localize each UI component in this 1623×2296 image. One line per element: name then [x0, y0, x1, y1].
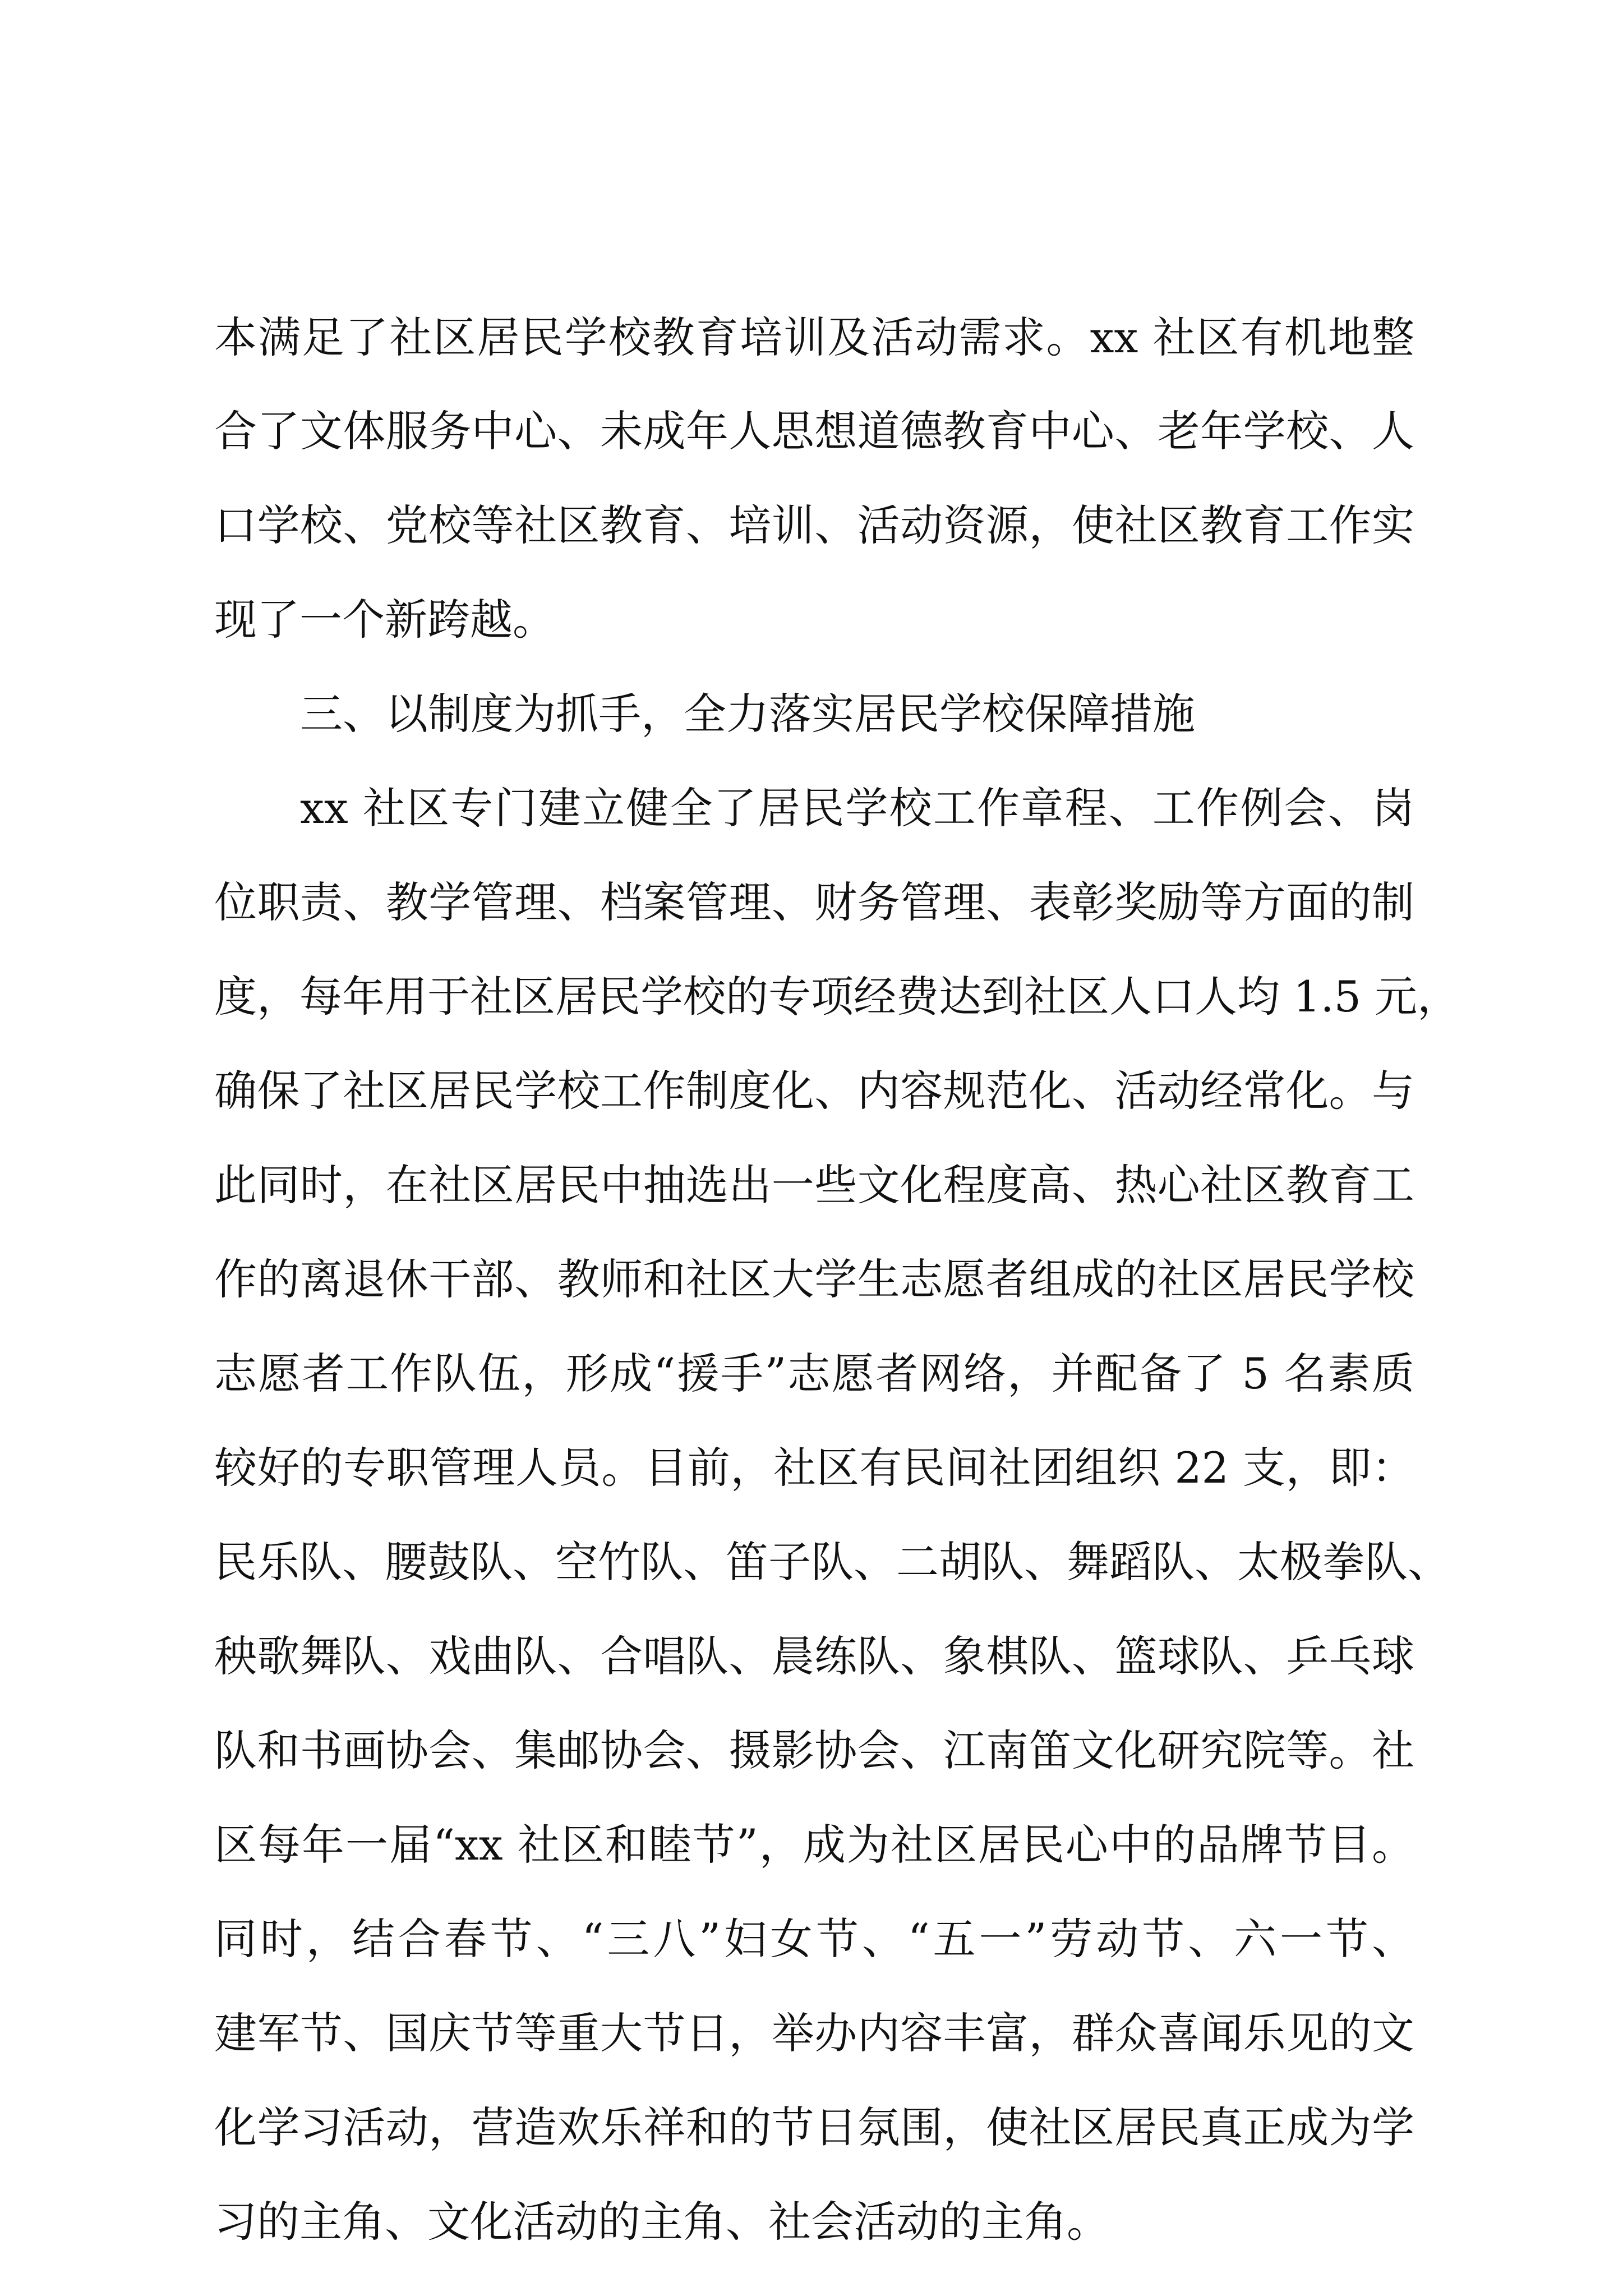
paragraph-line: 建军节、国庆节等重大节日，举办内容丰富，群众喜闻乐见的文: [214, 2008, 1414, 2058]
paragraph-line: 化学习活动，营造欢乐祥和的节日氛围，使社区居民真正成为学: [214, 2102, 1414, 2152]
paragraph-line: 本满足了社区居民学校教育培训及活动需求。xx 社区有机地整: [214, 312, 1414, 362]
paragraph-line: xx 社区专门建立健全了居民学校工作章程、工作例会、岗: [300, 783, 1414, 833]
paragraph-line: 口学校、党校等社区教育、培训、活动资源，使社区教育工作实: [214, 500, 1414, 550]
paragraph-line: 较好的专职管理人员。目前，社区有民间社团组织 22 支，即：: [214, 1443, 1414, 1493]
paragraph-line: 位职责、教学管理、档案管理、财务管理、表彰奖励等方面的制: [214, 877, 1414, 927]
paragraph-line: 队和书画协会、集邮协会、摄影协会、江南笛文化研究院等。社: [214, 1726, 1414, 1775]
paragraph-line: 现了一个新跨越。: [214, 595, 555, 645]
paragraph-line: 区每年一届“xx 社区和睦节”，成为社区居民心中的品牌节目。: [214, 1820, 1414, 1870]
paragraph-line: 秧歌舞队、戏曲队、合唱队、晨练队、象棋队、篮球队、乒乓球: [214, 1631, 1414, 1681]
paragraph-line: 民乐队、腰鼓队、空竹队、笛子队、二胡队、舞蹈队、太极拳队、: [214, 1537, 1450, 1587]
paragraph-line: 此同时，在社区居民中抽选出一些文化程度高、热心社区教育工: [214, 1160, 1414, 1210]
paragraph-line: 度，每年用于社区居民学校的专项经费达到社区人口人均 1.5 元，: [214, 972, 1460, 1022]
paragraph-line: 习的主角、文化活动的主角、社会活动的主角。: [214, 2197, 1109, 2247]
paragraph-line: 作的离退休干部、教师和社区大学生志愿者组成的社区居民学校: [214, 1254, 1414, 1304]
paragraph-line: 确保了社区居民学校工作制度化、内容规范化、活动经常化。与: [214, 1066, 1414, 1116]
section-heading: 三、以制度为抓手，全力落实居民学校保障措施: [300, 689, 1195, 739]
paragraph-line: 志愿者工作队伍，形成“援手”志愿者网络，并配备了 5 名素质: [214, 1349, 1414, 1398]
paragraph-line: 合了文体服务中心、未成年人思想道德教育中心、老年学校、人: [214, 406, 1414, 456]
paragraph-line: 同时，结合春节、“三八”妇女节、“五一”劳动节、六一节、: [214, 1914, 1414, 1964]
